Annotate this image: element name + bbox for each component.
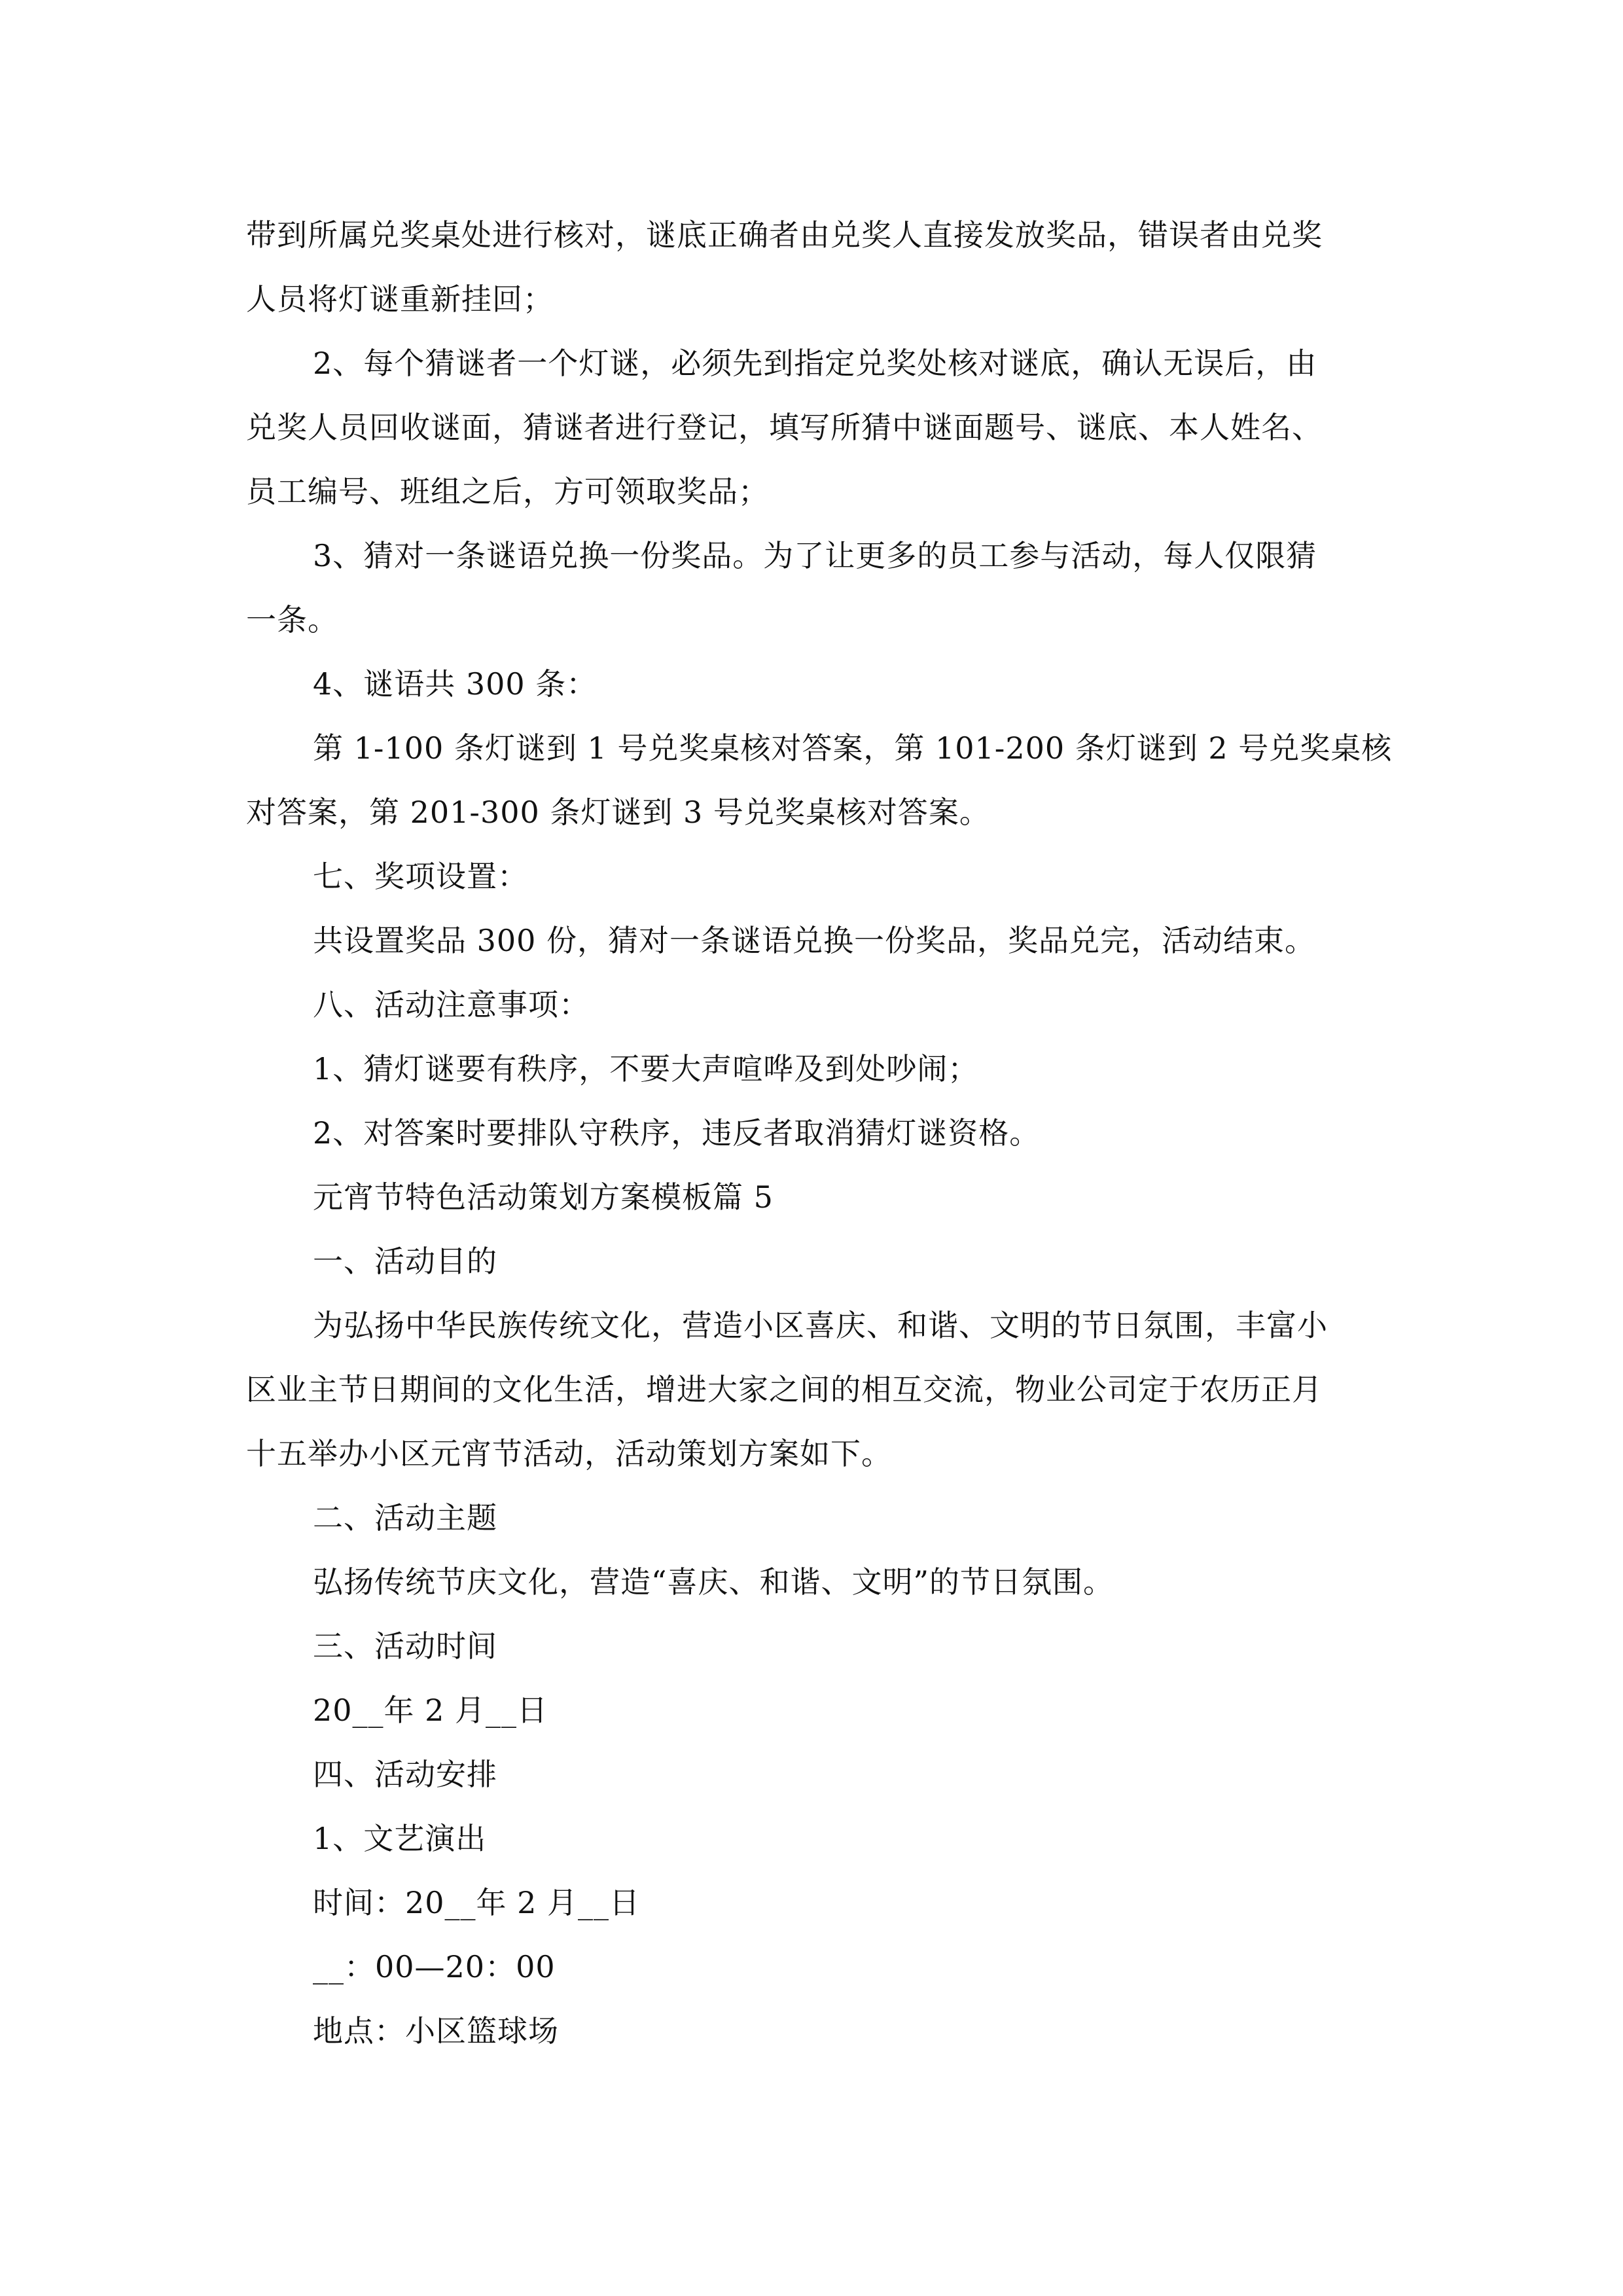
text-line: 一条。 — [246, 602, 338, 637]
text-line: 2、对答案时要排队守秩序，违反者取消猜灯谜资格。 — [313, 1115, 1041, 1151]
text-line: 4、谜语共 300 条： — [313, 666, 597, 702]
text-line: 弘扬传统节庆文化，营造“喜庆、和谐、文明”的节日氛围。 — [313, 1564, 1115, 1600]
text-line: 人员将灯谜重新挂回； — [246, 281, 554, 317]
text-line: 八、活动注意事项： — [313, 987, 590, 1022]
text-line: 20__年 2 月__日 — [313, 1693, 548, 1728]
text-line: 1、猜灯谜要有秩序，不要大声喧哗及到处吵闹； — [313, 1051, 979, 1086]
text-line: 带到所属兑奖桌处进行核对，谜底正确者由兑奖人直接发放奖品，错误者由兑奖 — [246, 217, 1323, 253]
text-line: 共设置奖品 300 份，猜对一条谜语兑换一份奖品，奖品兑完，活动结束。 — [313, 923, 1316, 958]
text-line: 员工编号、班组之后，方可领取奖品； — [246, 474, 769, 509]
text-line: 一、活动目的 — [313, 1244, 497, 1279]
text-line: 元宵节特色活动策划方案模板篇 5 — [313, 1179, 774, 1215]
text-line: 地点：小区篮球场 — [313, 2013, 559, 2049]
text-line: 第 1-100 条灯谜到 1 号兑奖桌核对答案，第 101-200 条灯谜到 2 号兑奖桌核 — [313, 730, 1393, 766]
document-body — [246, 203, 1393, 2063]
text-line: 对答案，第 201-300 条灯谜到 3 号兑奖桌核对答案。 — [246, 795, 990, 830]
text-line: __：00—20：00 — [313, 1949, 556, 1984]
text-line: 2、每个猜谜者一个灯谜，必须先到指定兑奖处核对谜底，确认无误后，由 — [313, 346, 1317, 381]
text-line: 为弘扬中华民族传统文化，营造小区喜庆、和谐、文明的节日氛围，丰富小 — [313, 1308, 1328, 1343]
text-line: 七、奖项设置： — [313, 859, 528, 894]
text-line: 区业主节日期间的文化生活，增进大家之间的相互交流，物业公司定于农历正月 — [246, 1372, 1323, 1407]
text-line: 四、活动安排 — [313, 1757, 497, 1792]
text-line: 二、活动主题 — [313, 1500, 497, 1535]
text-line: 1、文艺演出 — [313, 1821, 487, 1856]
text-line: 三、活动时间 — [313, 1628, 497, 1664]
text-line: 兑奖人员回收谜面，猜谜者进行登记，填写所猜中谜面题号、谜底、本人姓名、 — [246, 410, 1323, 445]
text-line: 十五举办小区元宵节活动，活动策划方案如下。 — [246, 1436, 892, 1471]
text-line: 3、猜对一条谜语兑换一份奖品。为了让更多的员工参与活动，每人仅限猜 — [313, 538, 1317, 573]
text-line: 时间：20__年 2 月__日 — [313, 1885, 641, 1920]
